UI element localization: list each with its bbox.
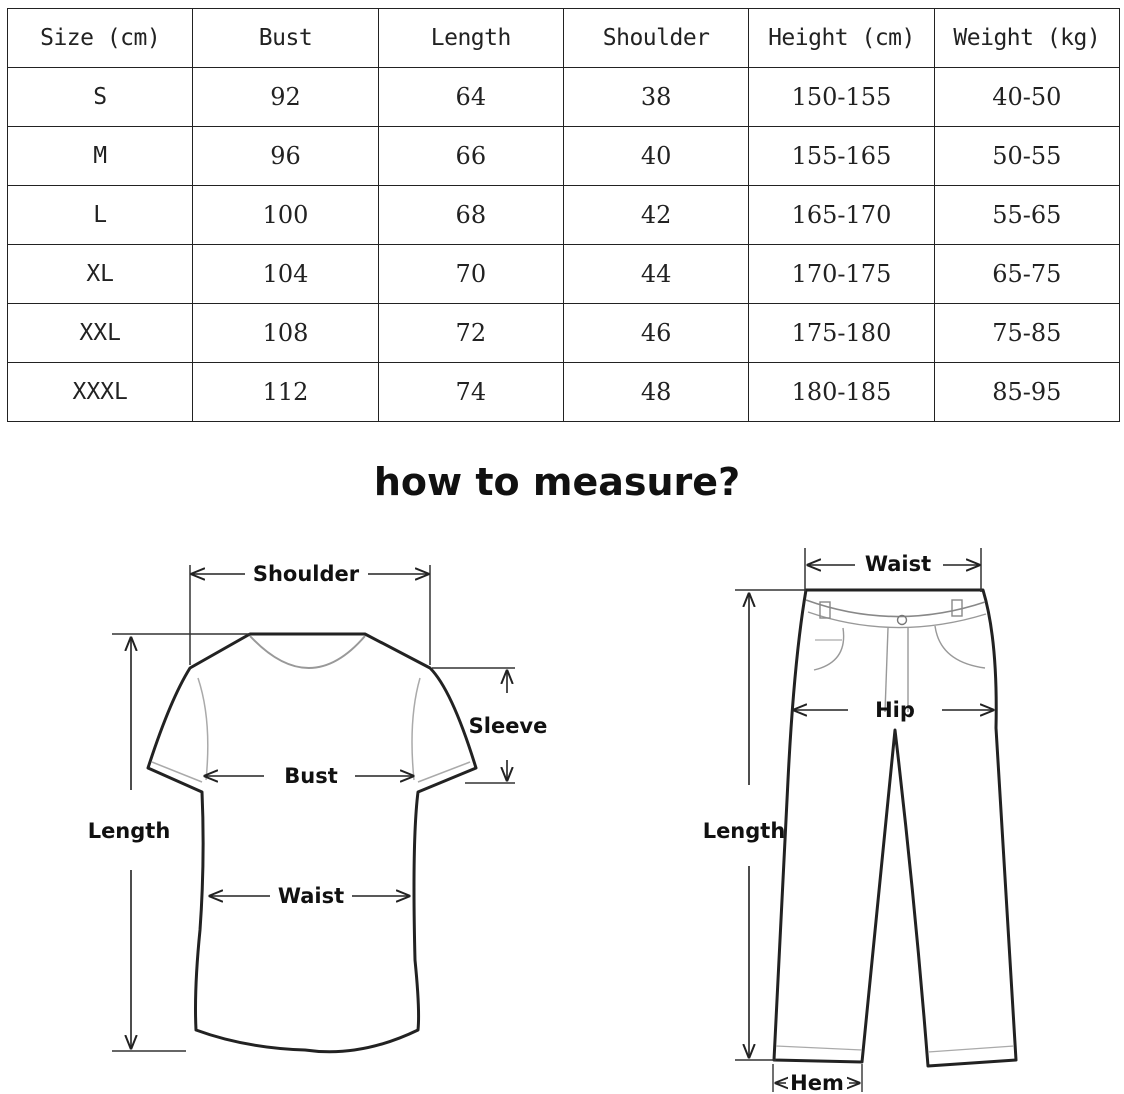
cell-bust: 92 — [193, 68, 378, 127]
cell-shoulder: 40 — [563, 127, 748, 186]
cell-height: 175-180 — [749, 304, 934, 363]
shirt-shoulder-label: Shoulder — [252, 562, 360, 586]
pants-outline — [774, 590, 1016, 1066]
pants-hip-label: Hip — [875, 698, 915, 722]
cell-bust: 100 — [193, 186, 378, 245]
cell-length: 64 — [378, 68, 563, 127]
cell-length: 68 — [378, 186, 563, 245]
pants-hem-label: Hem — [790, 1071, 844, 1094]
cell-size: XXXL — [8, 363, 193, 422]
header-size: Size (cm) — [8, 9, 193, 68]
header-bust: Bust — [193, 9, 378, 68]
cell-height: 170-175 — [749, 245, 934, 304]
cell-height: 150-155 — [749, 68, 934, 127]
cell-bust: 108 — [193, 304, 378, 363]
cell-length: 74 — [378, 363, 563, 422]
cell-size: XL — [8, 245, 193, 304]
pants-waist-label: Waist — [864, 552, 932, 576]
cell-length: 66 — [378, 127, 563, 186]
shirt-length-label: Length — [87, 819, 171, 843]
header-shoulder: Shoulder — [563, 9, 748, 68]
cell-shoulder: 46 — [563, 304, 748, 363]
tshirt-diagram — [88, 562, 548, 1052]
cell-weight: 85-95 — [934, 363, 1119, 422]
pants-diagram — [703, 548, 1016, 1094]
header-height: Height (cm) — [749, 9, 934, 68]
shirt-sleeve-label: Sleeve — [468, 714, 548, 738]
cell-weight: 50-55 — [934, 127, 1119, 186]
shirt-bust-label: Bust — [284, 764, 338, 788]
how-to-measure-title: how to measure? — [373, 460, 741, 504]
cell-bust: 112 — [193, 363, 378, 422]
cell-weight: 40-50 — [934, 68, 1119, 127]
tshirt-outline — [148, 634, 476, 1052]
cell-shoulder: 44 — [563, 245, 748, 304]
cell-size: L — [8, 186, 193, 245]
cell-weight: 75-85 — [934, 304, 1119, 363]
header-length: Length — [378, 9, 563, 68]
header-weight: Weight (kg) — [934, 9, 1119, 68]
shirt-waist-label: Waist — [277, 884, 345, 908]
cell-height: 180-185 — [749, 363, 934, 422]
cell-weight: 65-75 — [934, 245, 1119, 304]
cell-shoulder: 42 — [563, 186, 748, 245]
cell-bust: 96 — [193, 127, 378, 186]
cell-bust: 104 — [193, 245, 378, 304]
cell-length: 70 — [378, 245, 563, 304]
cell-weight: 55-65 — [934, 186, 1119, 245]
cell-size: S — [8, 68, 193, 127]
cell-length: 72 — [378, 304, 563, 363]
cell-size: XXL — [8, 304, 193, 363]
cell-size: M — [8, 127, 193, 186]
pants-length-label: Length — [702, 819, 786, 843]
cell-height: 165-170 — [749, 186, 934, 245]
cell-shoulder: 38 — [563, 68, 748, 127]
cell-shoulder: 48 — [563, 363, 748, 422]
cell-height: 155-165 — [749, 127, 934, 186]
